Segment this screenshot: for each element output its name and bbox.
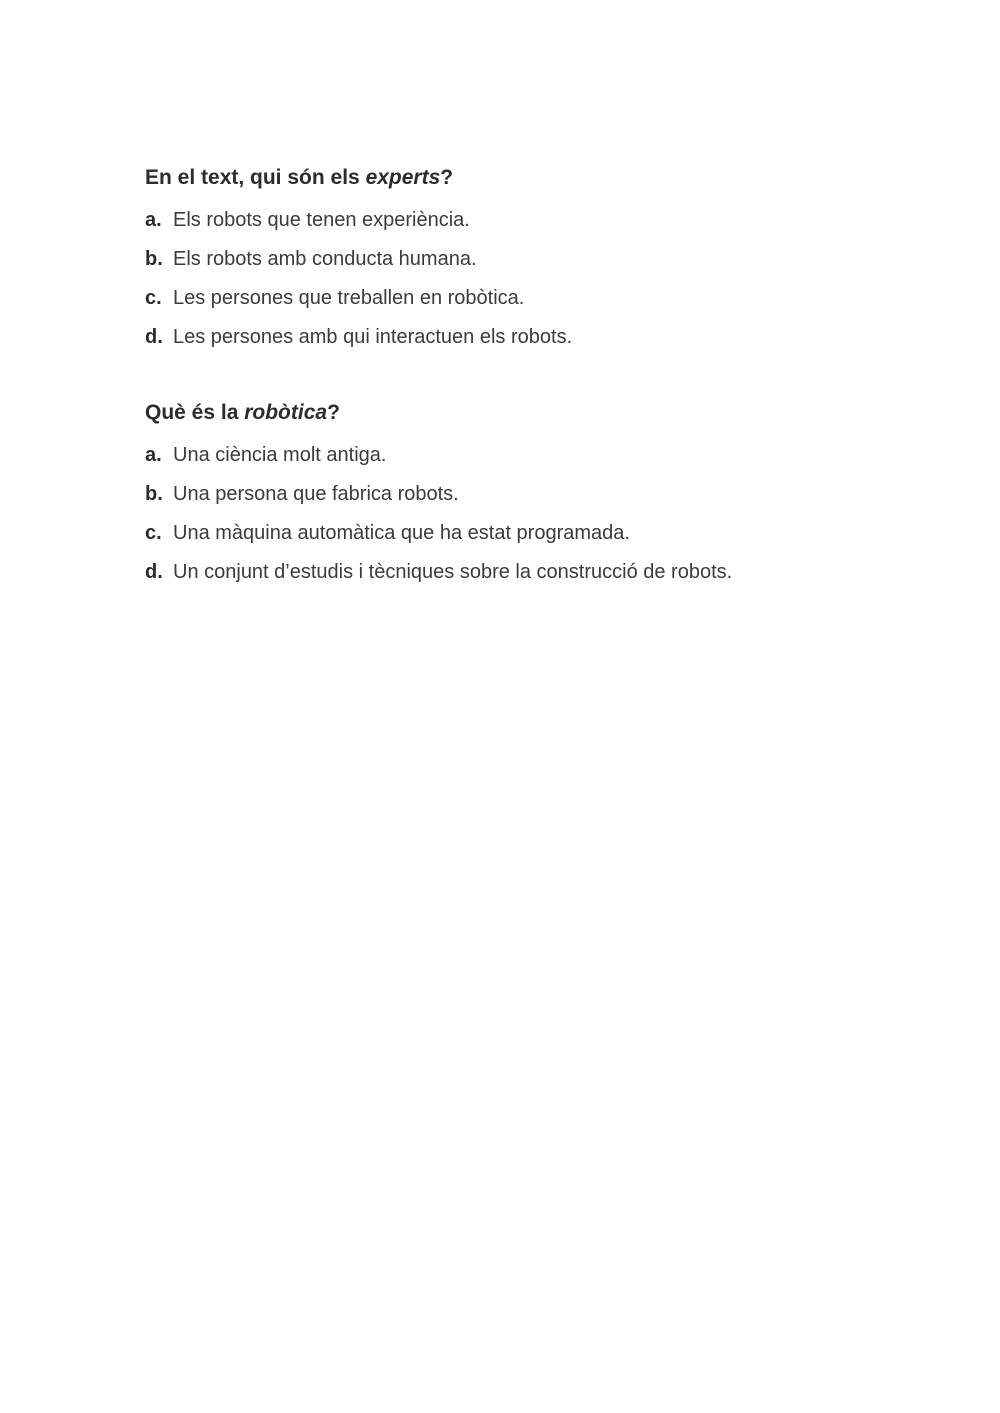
answer-option-2a[interactable] (145, 442, 905, 481)
answer-option-1c[interactable] (145, 285, 905, 324)
option-letter: d. (145, 561, 163, 583)
option-text: Una màquina automàtica que ha estat programada. (173, 522, 630, 544)
option-text: Les persones amb qui interactuen els robots. (173, 326, 573, 348)
option-letter: d. (145, 326, 163, 348)
option-text: Les persones que treballen en robòtica. (173, 287, 525, 309)
answer-option-1a[interactable] (145, 207, 905, 246)
answer-option-2b[interactable] (145, 481, 905, 520)
option-text: Una persona que fabrica robots. (173, 483, 459, 505)
answer-option-1d[interactable] (145, 324, 905, 363)
option-text: Els robots que tenen experiència. (173, 209, 470, 231)
question-2-options (145, 442, 905, 598)
option-text: Una ciència molt antiga. (173, 444, 387, 466)
question-1-title (145, 163, 905, 193)
option-letter: b. (145, 483, 163, 505)
question-2-title-text: Què és la (145, 401, 245, 424)
answer-option-2c[interactable] (145, 520, 905, 559)
question-1-title-end: ? (440, 166, 454, 189)
question-2 (145, 398, 905, 598)
option-text: Els robots amb conducta humana. (173, 248, 477, 270)
question-2-title-emphasis: robòtica (244, 401, 328, 424)
question-2-title-end: ? (327, 401, 340, 424)
answer-option-1b[interactable] (145, 246, 905, 285)
question-1-title-text: En el text, qui són els (145, 166, 366, 189)
option-text: Un conjunt d’estudis i tècniques sobre la construcció de robots. (173, 561, 733, 583)
answer-option-2d[interactable] (145, 559, 905, 598)
question-1-options (145, 207, 905, 363)
option-letter: c. (145, 522, 162, 544)
option-letter: a. (145, 444, 162, 466)
question-1-title-emphasis: experts (365, 166, 441, 189)
question-2-title (145, 398, 905, 428)
option-letter: a. (145, 209, 162, 231)
option-letter: b. (145, 248, 163, 270)
question-1 (145, 163, 905, 363)
option-letter: c. (145, 287, 162, 309)
